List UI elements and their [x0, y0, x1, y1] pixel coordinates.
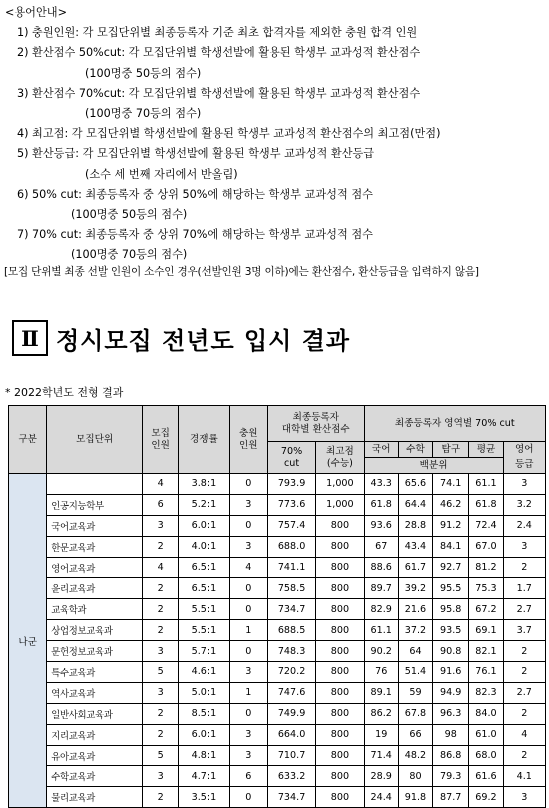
cell-korean: 76: [364, 662, 398, 683]
cell-math: 67.8: [398, 703, 432, 724]
cell-unit: 특수교육과: [47, 662, 143, 683]
cell-max: 800: [316, 578, 364, 599]
table-row: [9, 682, 546, 703]
cell-korean: 90.2: [364, 641, 398, 662]
cell-cut70: 758.5: [267, 578, 315, 599]
table-row: [9, 662, 546, 683]
bracket-note: [모집 단위별 최종 선발 인원이 소수인 경우(선발인원 3명 이하)에는 환산점수, 환산등급을 입력하지 않음]: [4, 266, 479, 278]
cell-english: 3: [503, 787, 545, 808]
header-unit: 모집단위: [47, 406, 143, 474]
table-row: [9, 787, 546, 808]
cell-math: 64: [398, 641, 432, 662]
cell-extra: 0: [229, 578, 267, 599]
cell-quota: 6: [142, 494, 178, 515]
cell-english: 2: [503, 662, 545, 683]
note-item: 2) 환산점수 50%cut: 각 모집단위별 학생선발에 활용된 학생부 교과성적 환산점수: [17, 46, 421, 60]
cell-quota: 3: [142, 515, 178, 536]
note-item: 1) 충원인원: 각 모집단위별 최종등록자 기준 최초 합격자를 제외한 충원 합격 인원: [17, 26, 418, 40]
header-english: 영어: [503, 442, 545, 458]
cell-inquiry: 90.8: [433, 641, 469, 662]
header-cut70: 70% cut: [267, 442, 315, 474]
cell-korean: 19: [364, 724, 398, 745]
cell-max: 1,000: [316, 494, 364, 515]
cell-unit: 유아교육과: [47, 745, 143, 766]
cell-cut70: 734.7: [267, 599, 315, 620]
cell-max: 800: [316, 620, 364, 641]
cell-english: 2.4: [503, 515, 545, 536]
cell-extra: 3: [229, 724, 267, 745]
cell-unit: 교육학과: [47, 599, 143, 620]
cell-competition: 5.7:1: [179, 641, 229, 662]
cell-average: 67.2: [469, 599, 503, 620]
cell-inquiry: 95.5: [433, 578, 469, 599]
table-row: [9, 557, 546, 578]
results-table: [8, 405, 546, 808]
cell-korean: 82.9: [364, 599, 398, 620]
cell-math: 66: [398, 724, 432, 745]
header-competition: 경쟁률: [179, 406, 229, 474]
cell-cut70: 720.2: [267, 662, 315, 683]
cell-competition: 5.5:1: [179, 599, 229, 620]
table-row: [9, 494, 546, 515]
cell-math: 91.8: [398, 787, 432, 808]
cell-extra: 3: [229, 494, 267, 515]
cell-quota: 2: [142, 578, 178, 599]
header-max: 최고점 (수능): [316, 442, 364, 474]
cell-max: 800: [316, 557, 364, 578]
cell-max: 800: [316, 515, 364, 536]
cell-extra: 3: [229, 745, 267, 766]
cell-math: 80: [398, 766, 432, 787]
cell-korean: 71.4: [364, 745, 398, 766]
cell-quota: 5: [142, 662, 178, 683]
note-item-detail: (소수 세 번째 자리에서 반올림): [85, 167, 238, 181]
note-item: 5) 환산등급: 각 모집단위별 학생선발에 활용된 학생부 교과성적 환산등급: [17, 147, 375, 161]
table-row: [9, 599, 546, 620]
cell-quota: 3: [142, 641, 178, 662]
cell-quota: 3: [142, 766, 178, 787]
cell-unit: 상업정보교육과: [47, 620, 143, 641]
table-row: [9, 703, 546, 724]
cell-unit: [47, 474, 143, 495]
note-item-detail: (100명중 50등의 점수): [71, 208, 188, 222]
cell-quota: 2: [142, 536, 178, 557]
cell-english: 4: [503, 724, 545, 745]
cell-extra: 0: [229, 787, 267, 808]
cell-extra: 0: [229, 703, 267, 724]
cell-competition: 4.8:1: [179, 745, 229, 766]
cell-math: 21.6: [398, 599, 432, 620]
cell-competition: 6.5:1: [179, 578, 229, 599]
cell-competition: 4.7:1: [179, 766, 229, 787]
cell-korean: 93.6: [364, 515, 398, 536]
table-row: [9, 474, 546, 495]
cell-english: 3.2: [503, 494, 545, 515]
cell-competition: 6.0:1: [179, 515, 229, 536]
cell-unit: 인공지능학부: [47, 494, 143, 515]
cell-inquiry: 96.3: [433, 703, 469, 724]
cell-average: 72.4: [469, 515, 503, 536]
cell-unit: 영어교육과: [47, 557, 143, 578]
table-header: [9, 406, 546, 474]
note-item-detail: (100명중 70등의 점수): [71, 248, 188, 262]
table-row: [9, 536, 546, 557]
header-area-cut: 최종등록자 영역별 70% cut: [364, 406, 545, 442]
cell-unit: 역사교육과: [47, 682, 143, 703]
cell-extra: 6: [229, 766, 267, 787]
table-body: [9, 474, 546, 808]
cell-math: 28.8: [398, 515, 432, 536]
table-row: [9, 766, 546, 787]
header-grade: 등급: [503, 458, 545, 474]
cell-competition: 5.2:1: [179, 494, 229, 515]
cell-korean: 89.7: [364, 578, 398, 599]
cell-math: 65.6: [398, 474, 432, 495]
cell-average: 69.2: [469, 787, 503, 808]
note-item: 4) 최고점: 각 모집단위별 학생선발에 활용된 학생부 교과성적 환산점수의 최고점(만점): [17, 127, 441, 141]
cell-quota: 2: [142, 787, 178, 808]
cell-english: 3.7: [503, 620, 545, 641]
header-conversion: 최종등록자 대학별 환산점수: [267, 406, 364, 442]
cell-inquiry: 91.6: [433, 662, 469, 683]
cell-extra: 0: [229, 474, 267, 495]
cell-extra: 0: [229, 515, 267, 536]
cell-quota: 2: [142, 724, 178, 745]
cell-cut70: 741.1: [267, 557, 315, 578]
cell-quota: 2: [142, 620, 178, 641]
cell-inquiry: 98: [433, 724, 469, 745]
cell-unit: 지리교육과: [47, 724, 143, 745]
cell-inquiry: 93.5: [433, 620, 469, 641]
section-roman-numeral: Ⅱ: [12, 320, 48, 356]
cell-english: 2: [503, 641, 545, 662]
cell-unit: 일반사회교육과: [47, 703, 143, 724]
cell-cut70: 749.9: [267, 703, 315, 724]
cell-cut70: 664.0: [267, 724, 315, 745]
note-item: 7) 70% cut: 최종등록자 중 상위 70%에 해당하는 학생부 교과성적 점수: [17, 228, 373, 242]
cell-cut70: 688.0: [267, 536, 315, 557]
notes-heading: <용어안내>: [5, 6, 67, 19]
cell-extra: 1: [229, 682, 267, 703]
cell-math: 43.4: [398, 536, 432, 557]
cell-average: 75.3: [469, 578, 503, 599]
subheading: * 2022학년도 전형 결과: [5, 386, 124, 399]
cell-unit: 물리교육과: [47, 787, 143, 808]
cell-competition: 3.5:1: [179, 787, 229, 808]
cell-inquiry: 91.2: [433, 515, 469, 536]
cell-max: 800: [316, 536, 364, 557]
cell-unit: 국어교육과: [47, 515, 143, 536]
cell-extra: 0: [229, 599, 267, 620]
cell-cut70: 747.6: [267, 682, 315, 703]
cell-korean: 67: [364, 536, 398, 557]
cell-quota: 4: [142, 557, 178, 578]
cell-cut70: 734.7: [267, 787, 315, 808]
cell-cut70: 688.5: [267, 620, 315, 641]
header-quota: 모집 인원: [142, 406, 178, 474]
table-row: [9, 515, 546, 536]
cell-unit: 수학교육과: [47, 766, 143, 787]
cell-quota: 3: [142, 682, 178, 703]
cell-inquiry: 84.1: [433, 536, 469, 557]
cell-inquiry: 86.8: [433, 745, 469, 766]
cell-competition: 8.5:1: [179, 703, 229, 724]
cell-average: 68.0: [469, 745, 503, 766]
table-row: [9, 578, 546, 599]
cell-unit: 문헌정보교육과: [47, 641, 143, 662]
cell-competition: 5.5:1: [179, 620, 229, 641]
note-item: 6) 50% cut: 최종등록자 중 상위 50%에 해당하는 학생부 교과성적 점수: [17, 187, 373, 201]
table-row: [9, 724, 546, 745]
cell-competition: 4.6:1: [179, 662, 229, 683]
header-korean: 국어: [364, 442, 398, 458]
cell-cut70: 710.7: [267, 745, 315, 766]
cell-english: 3: [503, 474, 545, 495]
cell-inquiry: 87.7: [433, 787, 469, 808]
cell-inquiry: 74.1: [433, 474, 469, 495]
header-group: 구분: [9, 406, 47, 474]
cell-competition: 6.0:1: [179, 724, 229, 745]
cell-korean: 43.3: [364, 474, 398, 495]
cell-competition: 4.0:1: [179, 536, 229, 557]
cell-quota: 2: [142, 599, 178, 620]
cell-extra: 3: [229, 662, 267, 683]
cell-math: 61.7: [398, 557, 432, 578]
cell-inquiry: 92.7: [433, 557, 469, 578]
cell-inquiry: 46.2: [433, 494, 469, 515]
cell-math: 39.2: [398, 578, 432, 599]
header-extra: 충원 인원: [229, 406, 267, 474]
cell-max: 800: [316, 599, 364, 620]
cell-competition: 5.0:1: [179, 682, 229, 703]
cell-average: 67.0: [469, 536, 503, 557]
cell-english: 2.7: [503, 682, 545, 703]
cell-quota: 5: [142, 745, 178, 766]
cell-average: 82.1: [469, 641, 503, 662]
cell-max: 800: [316, 766, 364, 787]
cell-extra: 0: [229, 641, 267, 662]
cell-max: 800: [316, 662, 364, 683]
cell-quota: 2: [142, 703, 178, 724]
notes-list: [5, 23, 545, 265]
table-row: [9, 745, 546, 766]
cell-math: 64.4: [398, 494, 432, 515]
cell-unit: 한문교육과: [47, 536, 143, 557]
cell-max: 800: [316, 641, 364, 662]
cell-max: 1,000: [316, 474, 364, 495]
cell-average: 81.2: [469, 557, 503, 578]
cell-max: 800: [316, 745, 364, 766]
cell-average: 82.3: [469, 682, 503, 703]
cell-average: 61.0: [469, 724, 503, 745]
cell-english: 3: [503, 536, 545, 557]
cell-korean: 24.4: [364, 787, 398, 808]
cell-average: 61.8: [469, 494, 503, 515]
cell-extra: 1: [229, 620, 267, 641]
terms-notes: [5, 3, 545, 266]
cell-english: 1.7: [503, 578, 545, 599]
cell-korean: 89.1: [364, 682, 398, 703]
section-header: [12, 316, 350, 360]
cell-inquiry: 79.3: [433, 766, 469, 787]
cell-max: 800: [316, 703, 364, 724]
cell-korean: 61.8: [364, 494, 398, 515]
cell-competition: 3.8:1: [179, 474, 229, 495]
cell-average: 61.6: [469, 766, 503, 787]
note-item-detail: (100명중 70등의 점수): [85, 107, 202, 121]
cell-average: 76.1: [469, 662, 503, 683]
cell-math: 59: [398, 682, 432, 703]
cell-english: 2: [503, 703, 545, 724]
cell-max: 800: [316, 724, 364, 745]
cell-cut70: 633.2: [267, 766, 315, 787]
group-label: 나군: [9, 474, 47, 808]
header-average: 평균: [469, 442, 503, 458]
cell-competition: 6.5:1: [179, 557, 229, 578]
cell-math: 37.2: [398, 620, 432, 641]
cell-korean: 61.1: [364, 620, 398, 641]
header-math: 수학: [398, 442, 432, 458]
cell-korean: 28.9: [364, 766, 398, 787]
cell-unit: 윤리교육과: [47, 578, 143, 599]
cell-max: 800: [316, 787, 364, 808]
cell-inquiry: 95.8: [433, 599, 469, 620]
cell-cut70: 757.4: [267, 515, 315, 536]
cell-math: 48.2: [398, 745, 432, 766]
table-row: [9, 641, 546, 662]
header-inquiry: 탐구: [433, 442, 469, 458]
cell-math: 51.4: [398, 662, 432, 683]
cell-quota: 4: [142, 474, 178, 495]
cell-max: 800: [316, 682, 364, 703]
cell-english: 2: [503, 745, 545, 766]
cell-korean: 86.2: [364, 703, 398, 724]
cell-korean: 88.6: [364, 557, 398, 578]
cell-extra: 4: [229, 557, 267, 578]
header-percentile: 백분위: [364, 458, 503, 474]
cell-average: 61.1: [469, 474, 503, 495]
cell-english: 2: [503, 557, 545, 578]
table-row: [9, 620, 546, 641]
cell-extra: 3: [229, 536, 267, 557]
note-item: 3) 환산점수 70%cut: 각 모집단위별 학생선발에 활용된 학생부 교과성적 환산점수: [17, 86, 421, 100]
cell-average: 84.0: [469, 703, 503, 724]
cell-average: 69.1: [469, 620, 503, 641]
cell-english: 4.1: [503, 766, 545, 787]
cell-cut70: 793.9: [267, 474, 315, 495]
cell-inquiry: 94.9: [433, 682, 469, 703]
section-title: 정시모집 전년도 입시 결과: [56, 326, 351, 355]
cell-cut70: 773.6: [267, 494, 315, 515]
cell-english: 2.7: [503, 599, 545, 620]
cell-cut70: 748.3: [267, 641, 315, 662]
note-item-detail: (100명중 50등의 점수): [85, 66, 202, 80]
